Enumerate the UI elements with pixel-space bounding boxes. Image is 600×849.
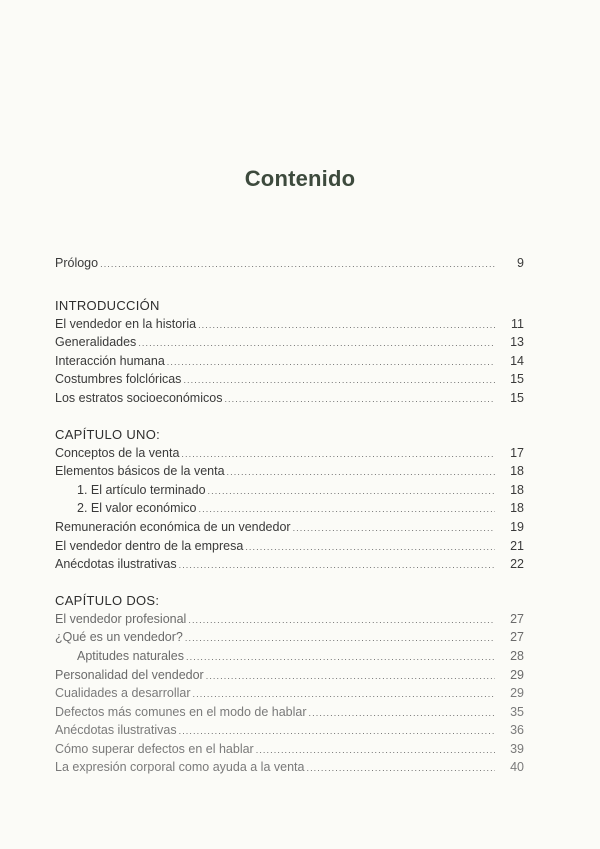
leader-dots (245, 538, 495, 557)
toc-page-number: 29 (510, 667, 524, 682)
section-heading-capitulo-uno: CAPÍTULO UNO: (55, 426, 161, 442)
toc-entry[interactable] (55, 537, 524, 556)
toc-entry-label: Anécdotas ilustrativas (55, 723, 177, 738)
toc-page-number: 11 (511, 316, 524, 331)
toc-entry-label: Los estratos socioeconómicos (55, 390, 223, 405)
toc-entry[interactable] (55, 628, 524, 647)
table-of-contents (55, 254, 524, 777)
toc-entry-label: El vendedor dentro de la empresa (55, 538, 244, 553)
toc-entry[interactable] (55, 758, 524, 777)
toc-entry[interactable] (55, 444, 524, 463)
leader-dots (179, 556, 495, 575)
leader-dots (306, 759, 495, 778)
toc-entry[interactable] (55, 555, 524, 574)
toc-page-number: 22 (510, 557, 524, 572)
toc-entry[interactable] (55, 333, 524, 352)
toc-entry[interactable] (55, 462, 524, 481)
toc-entry[interactable] (55, 389, 524, 408)
toc-page-number: 15 (510, 372, 524, 387)
leader-dots (227, 463, 495, 482)
leader-dots (224, 390, 495, 409)
leader-dots (138, 334, 495, 353)
leader-dots (100, 255, 495, 274)
toc-entry-label: ¿Qué es un vendedor? (55, 630, 183, 645)
toc-page-number: 18 (510, 501, 524, 516)
toc-entry[interactable] (55, 518, 524, 537)
leader-dots (199, 500, 495, 519)
leader-dots (208, 482, 495, 501)
leader-dots (309, 704, 495, 723)
toc-subentry[interactable] (55, 499, 524, 518)
toc-entry-label: Prólogo (55, 256, 99, 270)
toc-entry-label: Remuneración económica de un vendedor (55, 519, 291, 534)
toc-page-number: 29 (510, 686, 524, 701)
toc-entry[interactable] (55, 315, 524, 334)
toc-page-number: 35 (510, 704, 524, 719)
toc-page-number: 21 (510, 538, 524, 553)
page-title: Contenido (244, 166, 356, 191)
toc-entry-label: Cómo superar defectos en el hablar (55, 741, 254, 756)
toc-entry[interactable] (55, 740, 524, 759)
toc-entry-label: Defectos más comunes en el modo de hablar (55, 704, 307, 719)
toc-entry-label: Costumbres folclóricas (55, 372, 182, 387)
leader-dots (179, 722, 495, 741)
toc-entry-label: El vendedor en la historia (55, 316, 197, 331)
toc-entry[interactable] (55, 721, 524, 740)
toc-page-number: 17 (510, 445, 524, 460)
toc-page-number: 27 (510, 611, 524, 626)
toc-entry[interactable] (55, 370, 524, 389)
leader-dots (188, 611, 495, 630)
leader-dots (256, 741, 495, 760)
toc-entry-label: La expresión corporal como ayuda a la venta (55, 760, 305, 775)
toc-entry[interactable] (55, 684, 524, 703)
toc-entry-label: 1. El artículo terminado (77, 482, 206, 497)
leader-dots (167, 353, 495, 372)
toc-page-number: 36 (510, 723, 524, 738)
leader-dots (181, 445, 495, 464)
toc-entry[interactable] (55, 666, 524, 685)
toc-subentry[interactable] (55, 481, 524, 500)
leader-dots (186, 648, 495, 667)
section-heading-introduccion: INTRODUCCIÓN (55, 297, 160, 313)
toc-entry[interactable] (55, 703, 524, 722)
leader-dots (198, 316, 495, 335)
toc-page-number: 18 (510, 464, 524, 479)
leader-dots (183, 371, 495, 390)
toc-entry-label: Generalidades (55, 335, 137, 350)
toc-entry[interactable] (55, 610, 524, 629)
toc-entry-label: Cualidades a desarrollar (55, 686, 191, 701)
toc-entry-label: Elementos básicos de la venta (55, 464, 225, 479)
toc-page-number: 40 (510, 760, 524, 775)
toc-entry-label: Anécdotas ilustrativas (55, 557, 177, 572)
leader-dots (293, 519, 495, 538)
toc-page-number: 39 (510, 741, 524, 756)
toc-page-number: 28 (510, 648, 524, 663)
toc-entry-label: Aptitudes naturales (77, 648, 185, 663)
section-heading-capitulo-dos: CAPÍTULO DOS: (55, 592, 160, 608)
toc-entry-label: Personalidad del vendedor (55, 667, 204, 682)
toc-subentry[interactable] (55, 647, 524, 666)
toc-entry-label: Conceptos de la venta (55, 445, 180, 460)
toc-page-number: 15 (510, 390, 524, 405)
leader-dots (206, 667, 495, 686)
toc-page-number: 18 (510, 482, 524, 497)
toc-page-number: 27 (510, 630, 524, 645)
toc-page-number: 13 (510, 335, 524, 350)
toc-page-number: 19 (510, 519, 524, 534)
toc-entry-prologo[interactable] (55, 254, 524, 273)
toc-entry[interactable] (55, 352, 524, 371)
toc-entry-label: Interacción humana (55, 353, 165, 368)
toc-entry-label: 2. El valor económico (77, 501, 197, 516)
leader-dots (185, 629, 495, 648)
leader-dots (193, 685, 496, 704)
toc-entry-label: El vendedor profesional (55, 611, 187, 626)
toc-page-number: 9 (517, 256, 524, 270)
toc-page-number: 14 (510, 353, 524, 368)
